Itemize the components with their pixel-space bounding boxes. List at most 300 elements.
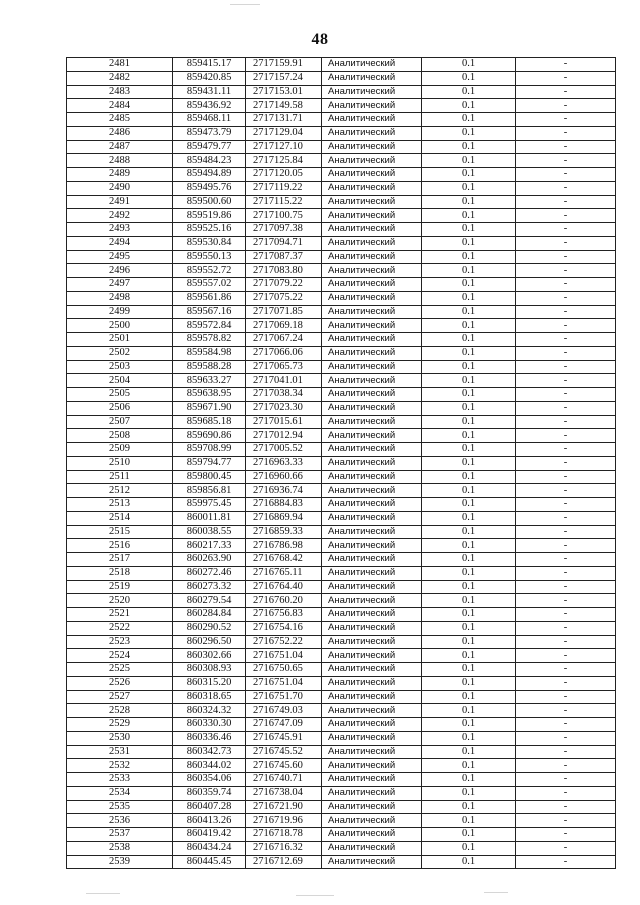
point-number-cell: 2524 — [67, 649, 173, 663]
table-row — [67, 580, 616, 594]
note-cell: - — [516, 443, 616, 457]
y-coordinate-cell: 2716754.16 — [246, 621, 322, 635]
accuracy-cell: 0.1 — [422, 566, 516, 580]
point-number-cell: 2496 — [67, 264, 173, 278]
table-row — [67, 429, 616, 443]
method-cell: Аналитический — [322, 718, 422, 732]
point-number-cell: 2486 — [67, 126, 173, 140]
coordinates-table-container — [66, 57, 615, 869]
x-coordinate-cell: 859436.92 — [173, 99, 246, 113]
method-cell: Аналитический — [322, 168, 422, 182]
method-cell: Аналитический — [322, 566, 422, 580]
method-cell: Аналитический — [322, 195, 422, 209]
accuracy-cell: 0.1 — [422, 828, 516, 842]
accuracy-cell: 0.1 — [422, 71, 516, 85]
y-coordinate-cell: 2717129.04 — [246, 126, 322, 140]
point-number-cell: 2529 — [67, 718, 173, 732]
table-row — [67, 525, 616, 539]
table-row — [67, 99, 616, 113]
note-cell: - — [516, 415, 616, 429]
x-coordinate-cell: 860038.55 — [173, 525, 246, 539]
note-cell: - — [516, 113, 616, 127]
method-cell: Аналитический — [322, 663, 422, 677]
y-coordinate-cell: 2717159.91 — [246, 58, 322, 72]
table-row — [67, 291, 616, 305]
x-coordinate-cell: 860324.32 — [173, 704, 246, 718]
method-cell: Аналитический — [322, 58, 422, 72]
x-coordinate-cell: 859494.89 — [173, 168, 246, 182]
x-coordinate-cell: 859800.45 — [173, 470, 246, 484]
method-cell: Аналитический — [322, 278, 422, 292]
y-coordinate-cell: 2717067.24 — [246, 333, 322, 347]
point-number-cell: 2513 — [67, 498, 173, 512]
x-coordinate-cell: 859495.76 — [173, 181, 246, 195]
note-cell: - — [516, 429, 616, 443]
table-row — [67, 539, 616, 553]
point-number-cell: 2522 — [67, 621, 173, 635]
accuracy-cell: 0.1 — [422, 154, 516, 168]
table-row — [67, 759, 616, 773]
y-coordinate-cell: 2717149.58 — [246, 99, 322, 113]
x-coordinate-cell: 860217.33 — [173, 539, 246, 553]
accuracy-cell: 0.1 — [422, 401, 516, 415]
point-number-cell: 2533 — [67, 773, 173, 787]
accuracy-cell: 0.1 — [422, 58, 516, 72]
x-coordinate-cell: 860342.73 — [173, 745, 246, 759]
note-cell: - — [516, 264, 616, 278]
accuracy-cell: 0.1 — [422, 264, 516, 278]
x-coordinate-cell: 860318.65 — [173, 690, 246, 704]
accuracy-cell: 0.1 — [422, 333, 516, 347]
y-coordinate-cell: 2716716.32 — [246, 841, 322, 855]
method-cell: Аналитический — [322, 140, 422, 154]
x-coordinate-cell: 859588.28 — [173, 360, 246, 374]
table-row — [67, 649, 616, 663]
accuracy-cell: 0.1 — [422, 415, 516, 429]
x-coordinate-cell: 859690.86 — [173, 429, 246, 443]
table-row — [67, 828, 616, 842]
point-number-cell: 2512 — [67, 484, 173, 498]
method-cell: Аналитический — [322, 415, 422, 429]
table-row — [67, 154, 616, 168]
method-cell: Аналитический — [322, 773, 422, 787]
method-cell: Аналитический — [322, 126, 422, 140]
point-number-cell: 2488 — [67, 154, 173, 168]
table-row — [67, 126, 616, 140]
method-cell: Аналитический — [322, 319, 422, 333]
note-cell: - — [516, 608, 616, 622]
accuracy-cell: 0.1 — [422, 580, 516, 594]
table-row — [67, 621, 616, 635]
x-coordinate-cell: 859552.72 — [173, 264, 246, 278]
table-row — [67, 855, 616, 869]
table-row — [67, 236, 616, 250]
table-row — [67, 676, 616, 690]
note-cell: - — [516, 154, 616, 168]
note-cell: - — [516, 278, 616, 292]
y-coordinate-cell: 2716786.98 — [246, 539, 322, 553]
accuracy-cell: 0.1 — [422, 195, 516, 209]
point-number-cell: 2497 — [67, 278, 173, 292]
method-cell: Аналитический — [322, 704, 422, 718]
method-cell: Аналитический — [322, 525, 422, 539]
note-cell: - — [516, 594, 616, 608]
note-cell: - — [516, 209, 616, 223]
method-cell: Аналитический — [322, 539, 422, 553]
y-coordinate-cell: 2717125.84 — [246, 154, 322, 168]
note-cell: - — [516, 731, 616, 745]
table-row — [67, 278, 616, 292]
point-number-cell: 2482 — [67, 71, 173, 85]
note-cell: - — [516, 690, 616, 704]
method-cell: Аналитический — [322, 99, 422, 113]
x-coordinate-cell: 860336.46 — [173, 731, 246, 745]
point-number-cell: 2487 — [67, 140, 173, 154]
method-cell: Аналитический — [322, 580, 422, 594]
note-cell: - — [516, 360, 616, 374]
point-number-cell: 2518 — [67, 566, 173, 580]
method-cell: Аналитический — [322, 223, 422, 237]
note-cell: - — [516, 759, 616, 773]
point-number-cell: 2502 — [67, 346, 173, 360]
point-number-cell: 2505 — [67, 388, 173, 402]
accuracy-cell: 0.1 — [422, 718, 516, 732]
point-number-cell: 2527 — [67, 690, 173, 704]
method-cell: Аналитический — [322, 291, 422, 305]
x-coordinate-cell: 859550.13 — [173, 250, 246, 264]
point-number-cell: 2489 — [67, 168, 173, 182]
y-coordinate-cell: 2717157.24 — [246, 71, 322, 85]
point-number-cell: 2495 — [67, 250, 173, 264]
point-number-cell: 2539 — [67, 855, 173, 869]
x-coordinate-cell: 860344.02 — [173, 759, 246, 773]
y-coordinate-cell: 2716718.78 — [246, 828, 322, 842]
accuracy-cell: 0.1 — [422, 759, 516, 773]
accuracy-cell: 0.1 — [422, 456, 516, 470]
method-cell: Аналитический — [322, 621, 422, 635]
note-cell: - — [516, 553, 616, 567]
method-cell: Аналитический — [322, 800, 422, 814]
note-cell: - — [516, 85, 616, 99]
method-cell: Аналитический — [322, 236, 422, 250]
y-coordinate-cell: 2717087.37 — [246, 250, 322, 264]
x-coordinate-cell: 860330.30 — [173, 718, 246, 732]
x-coordinate-cell: 859415.17 — [173, 58, 246, 72]
y-coordinate-cell: 2716884.83 — [246, 498, 322, 512]
x-coordinate-cell: 859584.98 — [173, 346, 246, 360]
accuracy-cell: 0.1 — [422, 814, 516, 828]
note-cell: - — [516, 181, 616, 195]
point-number-cell: 2515 — [67, 525, 173, 539]
method-cell: Аналитический — [322, 346, 422, 360]
y-coordinate-cell: 2716738.04 — [246, 786, 322, 800]
method-cell: Аналитический — [322, 553, 422, 567]
method-cell: Аналитический — [322, 594, 422, 608]
method-cell: Аналитический — [322, 401, 422, 415]
x-coordinate-cell: 860296.50 — [173, 635, 246, 649]
method-cell: Аналитический — [322, 113, 422, 127]
method-cell: Аналитический — [322, 71, 422, 85]
y-coordinate-cell: 2717094.71 — [246, 236, 322, 250]
accuracy-cell: 0.1 — [422, 594, 516, 608]
y-coordinate-cell: 2717015.61 — [246, 415, 322, 429]
note-cell: - — [516, 786, 616, 800]
x-coordinate-cell: 860284.84 — [173, 608, 246, 622]
table-row — [67, 401, 616, 415]
accuracy-cell: 0.1 — [422, 429, 516, 443]
point-number-cell: 2494 — [67, 236, 173, 250]
x-coordinate-cell: 860279.54 — [173, 594, 246, 608]
accuracy-cell: 0.1 — [422, 291, 516, 305]
accuracy-cell: 0.1 — [422, 690, 516, 704]
accuracy-cell: 0.1 — [422, 374, 516, 388]
x-coordinate-cell: 860290.52 — [173, 621, 246, 635]
table-row — [67, 346, 616, 360]
y-coordinate-cell: 2717127.10 — [246, 140, 322, 154]
x-coordinate-cell: 859685.18 — [173, 415, 246, 429]
accuracy-cell: 0.1 — [422, 278, 516, 292]
method-cell: Аналитический — [322, 814, 422, 828]
method-cell: Аналитический — [322, 855, 422, 869]
point-number-cell: 2500 — [67, 319, 173, 333]
y-coordinate-cell: 2717097.38 — [246, 223, 322, 237]
note-cell: - — [516, 374, 616, 388]
accuracy-cell: 0.1 — [422, 841, 516, 855]
y-coordinate-cell: 2716751.04 — [246, 676, 322, 690]
table-row — [67, 264, 616, 278]
point-number-cell: 2491 — [67, 195, 173, 209]
y-coordinate-cell: 2717065.73 — [246, 360, 322, 374]
note-cell: - — [516, 580, 616, 594]
x-coordinate-cell: 860354.06 — [173, 773, 246, 787]
accuracy-cell: 0.1 — [422, 855, 516, 869]
x-coordinate-cell: 859856.81 — [173, 484, 246, 498]
accuracy-cell: 0.1 — [422, 745, 516, 759]
point-number-cell: 2507 — [67, 415, 173, 429]
table-row — [67, 786, 616, 800]
y-coordinate-cell: 2717079.22 — [246, 278, 322, 292]
scan-artifact — [230, 4, 260, 5]
point-number-cell: 2506 — [67, 401, 173, 415]
table-row — [67, 85, 616, 99]
y-coordinate-cell: 2716751.70 — [246, 690, 322, 704]
point-number-cell: 2504 — [67, 374, 173, 388]
note-cell: - — [516, 470, 616, 484]
method-cell: Аналитический — [322, 745, 422, 759]
point-number-cell: 2538 — [67, 841, 173, 855]
method-cell: Аналитический — [322, 828, 422, 842]
point-number-cell: 2530 — [67, 731, 173, 745]
accuracy-cell: 0.1 — [422, 621, 516, 635]
y-coordinate-cell: 2717153.01 — [246, 85, 322, 99]
point-number-cell: 2525 — [67, 663, 173, 677]
x-coordinate-cell: 860302.66 — [173, 649, 246, 663]
point-number-cell: 2483 — [67, 85, 173, 99]
y-coordinate-cell: 2717119.22 — [246, 181, 322, 195]
note-cell: - — [516, 223, 616, 237]
x-coordinate-cell: 859420.85 — [173, 71, 246, 85]
method-cell: Аналитический — [322, 608, 422, 622]
accuracy-cell: 0.1 — [422, 635, 516, 649]
accuracy-cell: 0.1 — [422, 663, 516, 677]
note-cell: - — [516, 649, 616, 663]
note-cell: - — [516, 745, 616, 759]
y-coordinate-cell: 2716760.20 — [246, 594, 322, 608]
y-coordinate-cell: 2716721.90 — [246, 800, 322, 814]
accuracy-cell: 0.1 — [422, 168, 516, 182]
point-number-cell: 2509 — [67, 443, 173, 457]
note-cell: - — [516, 401, 616, 415]
y-coordinate-cell: 2716712.69 — [246, 855, 322, 869]
y-coordinate-cell: 2716750.65 — [246, 663, 322, 677]
accuracy-cell: 0.1 — [422, 305, 516, 319]
x-coordinate-cell: 860308.93 — [173, 663, 246, 677]
point-number-cell: 2501 — [67, 333, 173, 347]
point-number-cell: 2521 — [67, 608, 173, 622]
accuracy-cell: 0.1 — [422, 800, 516, 814]
y-coordinate-cell: 2716745.60 — [246, 759, 322, 773]
table-row — [67, 773, 616, 787]
method-cell: Аналитический — [322, 498, 422, 512]
note-cell: - — [516, 855, 616, 869]
accuracy-cell: 0.1 — [422, 539, 516, 553]
x-coordinate-cell: 860413.26 — [173, 814, 246, 828]
point-number-cell: 2493 — [67, 223, 173, 237]
x-coordinate-cell: 859530.84 — [173, 236, 246, 250]
note-cell: - — [516, 71, 616, 85]
point-number-cell: 2490 — [67, 181, 173, 195]
method-cell: Аналитический — [322, 374, 422, 388]
x-coordinate-cell: 860419.42 — [173, 828, 246, 842]
note-cell: - — [516, 126, 616, 140]
note-cell: - — [516, 511, 616, 525]
accuracy-cell: 0.1 — [422, 181, 516, 195]
note-cell: - — [516, 388, 616, 402]
method-cell: Аналитический — [322, 264, 422, 278]
accuracy-cell: 0.1 — [422, 498, 516, 512]
table-row — [67, 594, 616, 608]
table-row — [67, 566, 616, 580]
y-coordinate-cell: 2716960.66 — [246, 470, 322, 484]
x-coordinate-cell: 860011.81 — [173, 511, 246, 525]
y-coordinate-cell: 2716936.74 — [246, 484, 322, 498]
y-coordinate-cell: 2716764.40 — [246, 580, 322, 594]
table-row — [67, 415, 616, 429]
x-coordinate-cell: 860445.45 — [173, 855, 246, 869]
accuracy-cell: 0.1 — [422, 85, 516, 99]
method-cell: Аналитический — [322, 649, 422, 663]
method-cell: Аналитический — [322, 360, 422, 374]
table-row — [67, 374, 616, 388]
accuracy-cell: 0.1 — [422, 126, 516, 140]
method-cell: Аналитический — [322, 786, 422, 800]
point-number-cell: 2511 — [67, 470, 173, 484]
note-cell: - — [516, 773, 616, 787]
x-coordinate-cell: 859525.16 — [173, 223, 246, 237]
note-cell: - — [516, 305, 616, 319]
note-cell: - — [516, 58, 616, 72]
table-row — [67, 443, 616, 457]
note-cell: - — [516, 718, 616, 732]
note-cell: - — [516, 346, 616, 360]
point-number-cell: 2484 — [67, 99, 173, 113]
point-number-cell: 2499 — [67, 305, 173, 319]
accuracy-cell: 0.1 — [422, 250, 516, 264]
y-coordinate-cell: 2716751.04 — [246, 649, 322, 663]
point-number-cell: 2526 — [67, 676, 173, 690]
method-cell: Аналитический — [322, 305, 422, 319]
y-coordinate-cell: 2716859.33 — [246, 525, 322, 539]
note-cell: - — [516, 291, 616, 305]
method-cell: Аналитический — [322, 388, 422, 402]
note-cell: - — [516, 456, 616, 470]
x-coordinate-cell: 860434.24 — [173, 841, 246, 855]
point-number-cell: 2492 — [67, 209, 173, 223]
note-cell: - — [516, 635, 616, 649]
note-cell: - — [516, 566, 616, 580]
table-row — [67, 456, 616, 470]
y-coordinate-cell: 2716869.94 — [246, 511, 322, 525]
x-coordinate-cell: 859578.82 — [173, 333, 246, 347]
table-row — [67, 113, 616, 127]
x-coordinate-cell: 859500.60 — [173, 195, 246, 209]
accuracy-cell: 0.1 — [422, 388, 516, 402]
table-row — [67, 333, 616, 347]
table-row — [67, 663, 616, 677]
method-cell: Аналитический — [322, 676, 422, 690]
table-row — [67, 704, 616, 718]
accuracy-cell: 0.1 — [422, 140, 516, 154]
table-row — [67, 360, 616, 374]
accuracy-cell: 0.1 — [422, 113, 516, 127]
table-row — [67, 608, 616, 622]
y-coordinate-cell: 2716963.33 — [246, 456, 322, 470]
x-coordinate-cell: 859975.45 — [173, 498, 246, 512]
table-row — [67, 800, 616, 814]
x-coordinate-cell: 859671.90 — [173, 401, 246, 415]
point-number-cell: 2516 — [67, 539, 173, 553]
table-row — [67, 731, 616, 745]
method-cell: Аналитический — [322, 85, 422, 99]
x-coordinate-cell: 859561.86 — [173, 291, 246, 305]
scan-artifact — [296, 895, 334, 896]
table-row — [67, 498, 616, 512]
y-coordinate-cell: 2717023.30 — [246, 401, 322, 415]
x-coordinate-cell: 859431.11 — [173, 85, 246, 99]
accuracy-cell: 0.1 — [422, 773, 516, 787]
method-cell: Аналитический — [322, 511, 422, 525]
table-row — [67, 305, 616, 319]
y-coordinate-cell: 2716745.52 — [246, 745, 322, 759]
method-cell: Аналитический — [322, 484, 422, 498]
method-cell: Аналитический — [322, 470, 422, 484]
y-coordinate-cell: 2717100.75 — [246, 209, 322, 223]
accuracy-cell: 0.1 — [422, 704, 516, 718]
method-cell: Аналитический — [322, 690, 422, 704]
x-coordinate-cell: 860407.28 — [173, 800, 246, 814]
table-row — [67, 814, 616, 828]
y-coordinate-cell: 2717066.06 — [246, 346, 322, 360]
x-coordinate-cell: 859468.11 — [173, 113, 246, 127]
note-cell: - — [516, 621, 616, 635]
accuracy-cell: 0.1 — [422, 553, 516, 567]
method-cell: Аналитический — [322, 429, 422, 443]
y-coordinate-cell: 2716745.91 — [246, 731, 322, 745]
note-cell: - — [516, 841, 616, 855]
x-coordinate-cell: 860263.90 — [173, 553, 246, 567]
note-cell: - — [516, 250, 616, 264]
note-cell: - — [516, 195, 616, 209]
